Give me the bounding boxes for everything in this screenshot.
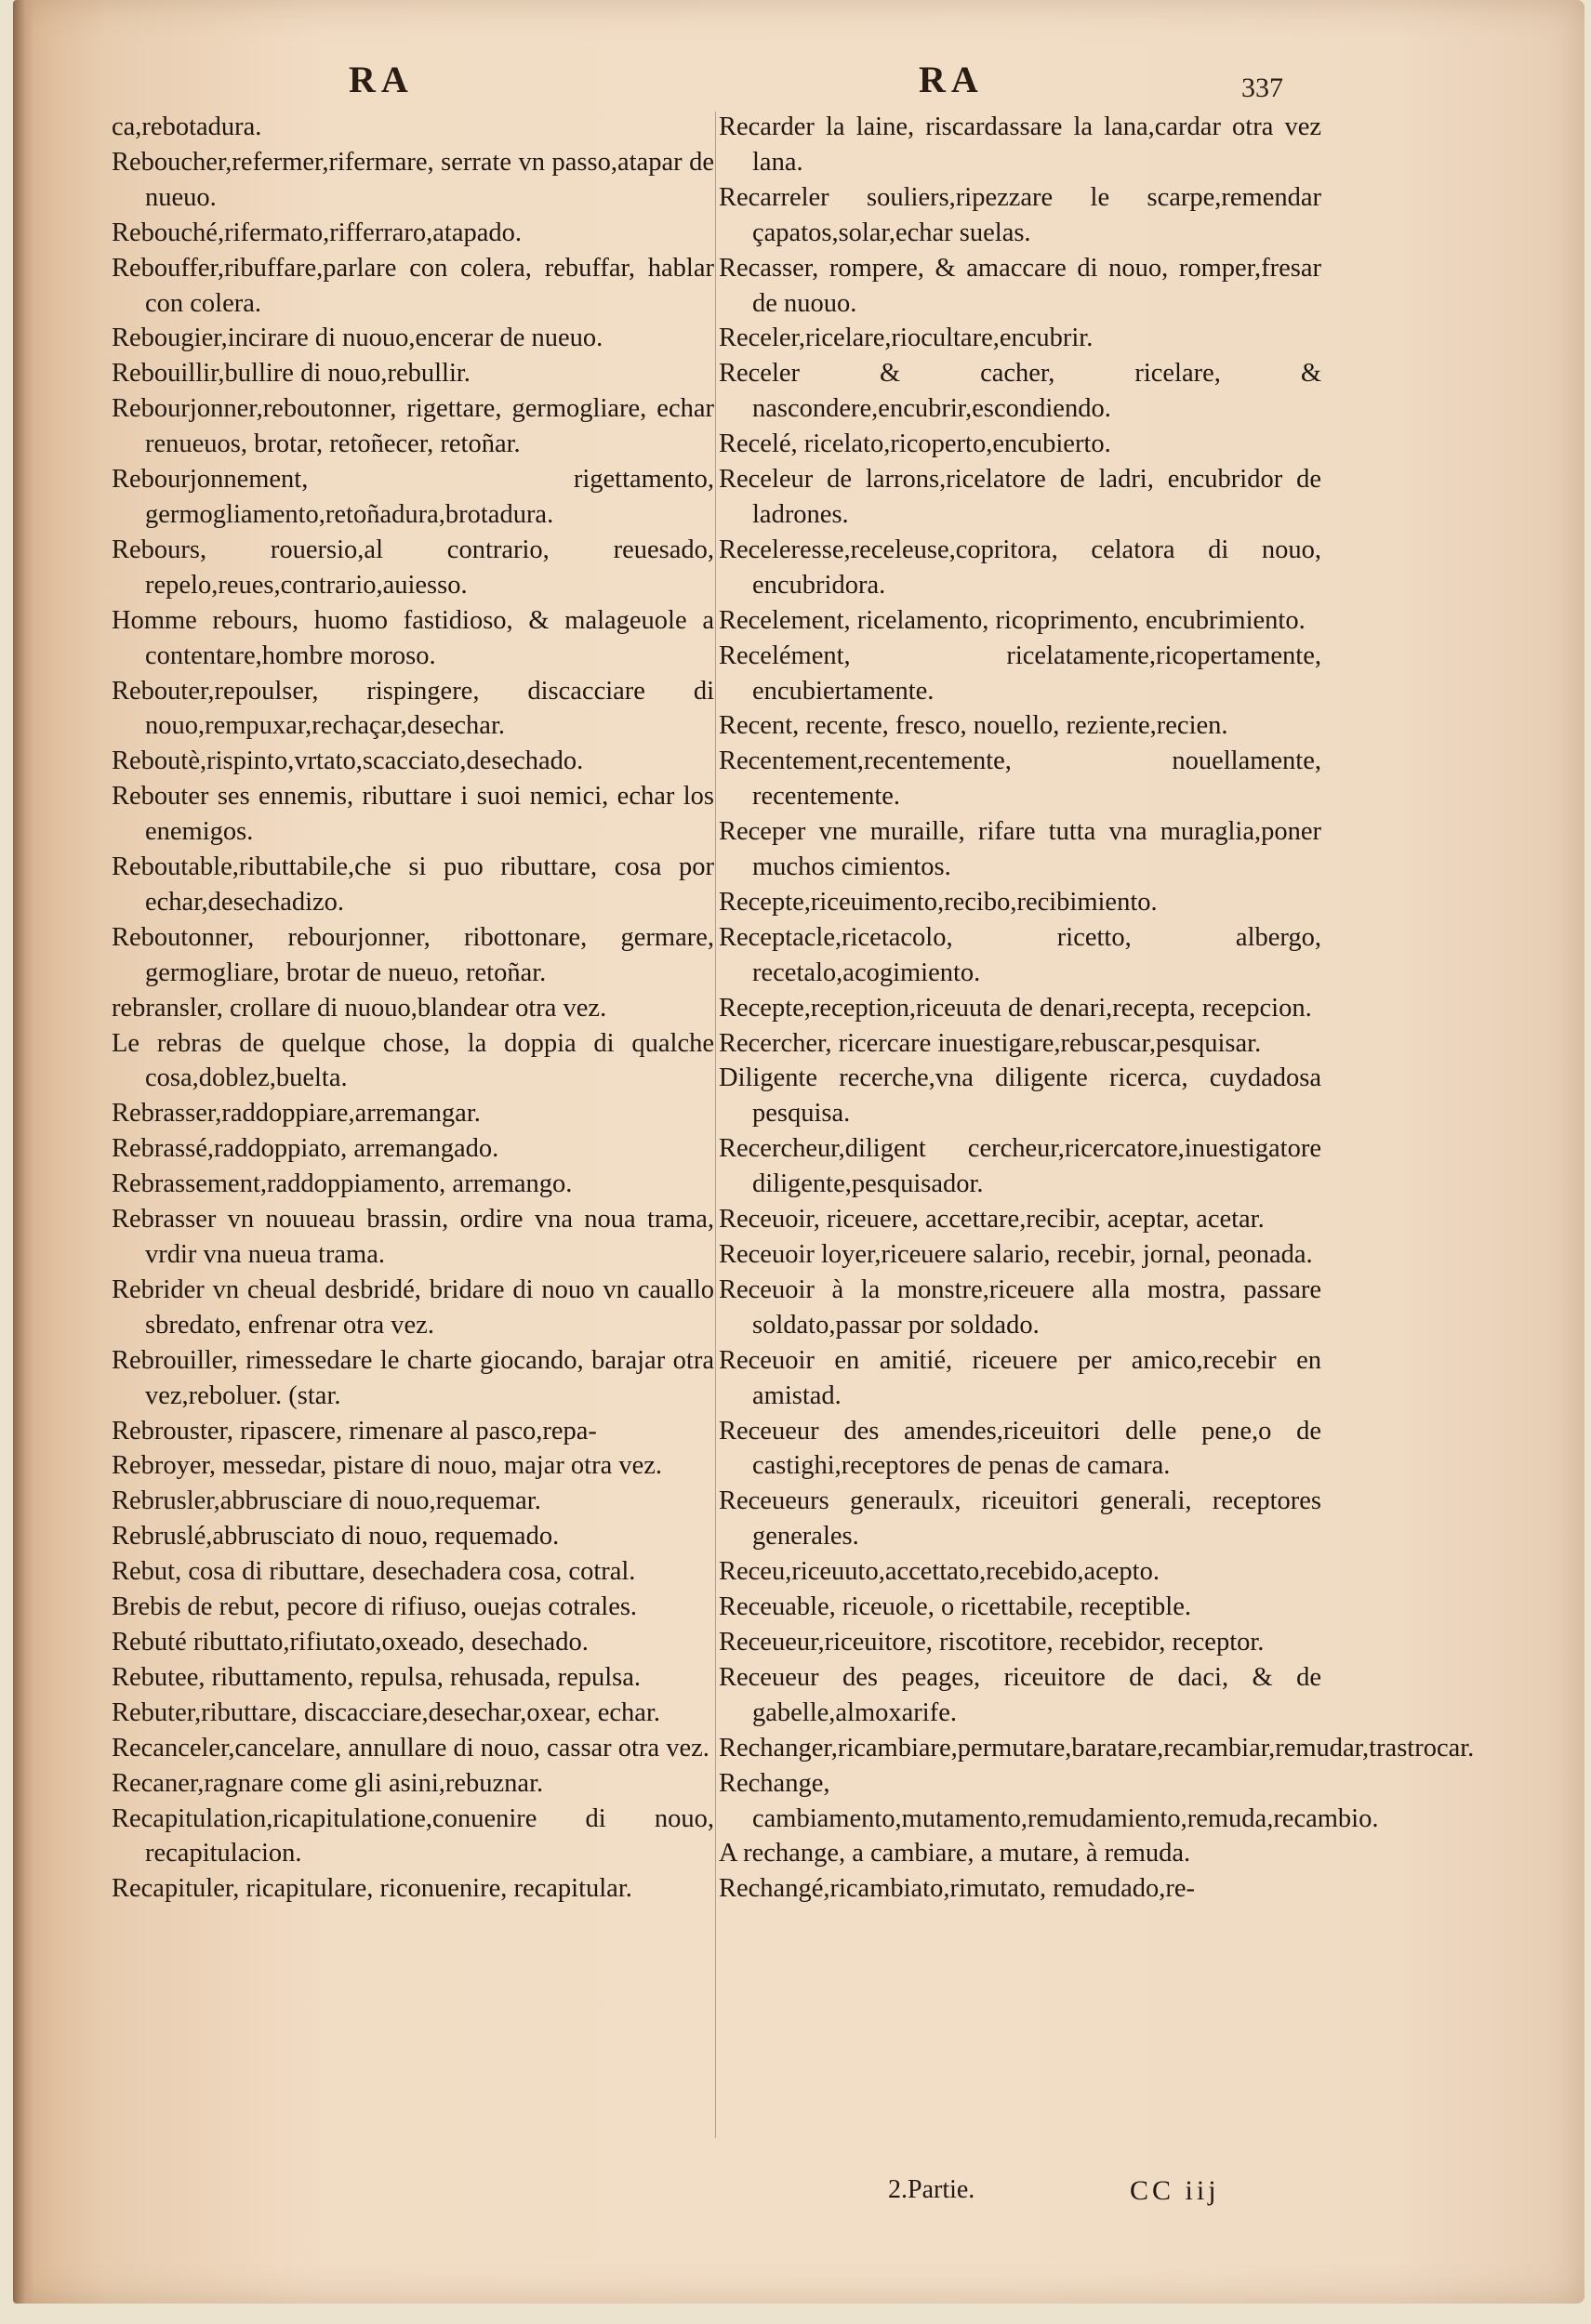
dictionary-entry: Receueur,riceuitore, riscotitore, recebidor, receptor.	[719, 1627, 1265, 1657]
dictionary-entry: Rebouillir,bullire di nouo,rebullir.	[112, 359, 471, 389]
running-head-right: RA	[919, 59, 984, 100]
dictionary-entry: Rebougier,incirare di nuouo,encerar de nueuo.	[112, 324, 603, 353]
dictionary-entry: Recercher, ricercare inuestigare,rebuscar,pesquisar.	[719, 1028, 1262, 1058]
dictionary-entry: Reboucher,refermer,rifermare, serrate vn passo,atapar de nueuo.	[112, 147, 714, 212]
dictionary-entry: Receuoir, riceuere, accettare,recibir, aceptar, acetar.	[719, 1205, 1265, 1235]
dictionary-entry: A rechange, a cambiare, a mutare, à remuda.	[719, 1839, 1191, 1868]
dictionary-entry: Rebours, rouersio,al contrario, reuesado, repelo,reues,contrario,auiesso.	[112, 535, 714, 600]
dictionary-entry: Receueur des peages, riceuitore de daci, & de gabelle,almoxarife.	[719, 1662, 1321, 1727]
dictionary-entry: Rebrassé,raddoppiato, arremangado.	[112, 1134, 499, 1164]
dictionary-entry: Recelement, ricelamento, ricoprimento, encubrimiento.	[719, 605, 1306, 635]
dictionary-entry: Rebouffer,ribuffare,parlare con colera, rebuffar, hablar con colera.	[112, 253, 714, 318]
dictionary-entry: Rebouter ses ennemis, ributtare i suoi nemici, echar los enemigos.	[112, 782, 714, 847]
page-gutter	[13, 0, 33, 2304]
dictionary-entry: Receueur des amendes,riceuitori delle pene,o de castighi,receptores de penas de camara.	[719, 1416, 1321, 1481]
dictionary-entry: Rebruslé,abbrusciato di nouo, requemado.	[112, 1522, 560, 1552]
dictionary-entry: Le rebras de quelque chose, la doppia di qualche cosa,doblez,buelta.	[112, 1028, 714, 1093]
dictionary-entry: Recercheur,diligent cercheur,ricercatore,inuestigatore diligente,pesquisador.	[719, 1134, 1321, 1199]
dictionary-entry: Reboutonner, rebourjonner, ribottonare, germare, germogliare, brotar de nueuo, retoñar.	[112, 922, 714, 987]
dictionary-entry: Rebrasser,raddoppiare,arremangar.	[112, 1099, 481, 1129]
dictionary-entry: Rebutee, ributtamento, repulsa, rehusada, repulsa.	[112, 1662, 642, 1692]
column-divider	[715, 112, 716, 2138]
dictionary-entry: Recapitulation,ricapitulatione,conuenire di nouo, recapitulacion.	[112, 1803, 714, 1868]
dictionary-entry: Receuoir à la monstre,riceuere alla mostra, passare soldato,passar por soldado.	[719, 1274, 1321, 1340]
dictionary-entry: Diligente recerche,vna diligente ricerca, cuydadosa pesquisa.	[719, 1063, 1321, 1129]
dictionary-entry: Receptacle,ricetacolo, ricetto, albergo, recetalo,acogimiento.	[719, 922, 1321, 987]
dictionary-entry: Rechanger,ricambiare,permutare,baratare,recambiar,remudar,trastrocar.	[719, 1733, 1475, 1763]
dictionary-entry: Recasser, rompere, & amaccare di nouo, romper,fresar de nuouo.	[719, 253, 1321, 318]
dictionary-entry: Receler,ricelare,riocultare,encubrir.	[719, 324, 1094, 353]
dictionary-entry: Recapituler, ricapitulare, riconuenire, recapitular.	[112, 1874, 632, 1904]
dictionary-entry: Rechangé,ricambiato,rimutato, remudado,re-	[719, 1874, 1195, 1904]
running-head-left: RA	[349, 59, 414, 100]
dictionary-entry: Rebourjonnement, rigettamento, germogliamento,retoñadura,brotadura.	[112, 465, 714, 529]
dictionary-entry: Receper vne muraille, rifare tutta vna muraglia,poner muchos cimientos.	[719, 817, 1321, 882]
dictionary-entry: Receleur de larrons,ricelatore de ladri, encubridor de ladrones.	[719, 465, 1321, 529]
dictionary-entry: Rechange, cambiamento,mutamento,remudamiento,remuda,recambio.	[719, 1768, 1379, 1833]
dictionary-entry: Receuoir en amitié, riceuere per amico,recebir en amistad.	[719, 1345, 1321, 1410]
dictionary-entry: Rebut, cosa di ributtare, desechadera cosa, cotral.	[112, 1557, 636, 1587]
dictionary-entry: Rebourjonner,reboutonner, rigettare, germogliare, echar renueuos, brotar, retoñecer, retoñar.	[112, 394, 714, 459]
dictionary-entry: Homme rebours, huomo fastidioso, & malageuole a contentare,hombre moroso.	[112, 605, 714, 670]
dictionary-entry: Rebrouiller, rimessedare le charte giocando, barajar otra vez,reboluer. (star.	[112, 1345, 714, 1410]
dictionary-entry: Recentement,recentemente, nouellamente, recentemente.	[719, 746, 1321, 812]
dictionary-entry: Receuable, riceuole, o ricettabile, receptible.	[719, 1592, 1191, 1622]
dictionary-entry: Rebrasser vn nouueau brassin, ordire vna noua trama, vrdir vna nueua trama.	[112, 1205, 714, 1269]
dictionary-entry: rebransler, crollare di nuouo,blandear otra vez.	[112, 993, 607, 1023]
dictionary-entry: Receueurs generaulx, riceuitori generali, receptores generales.	[719, 1486, 1321, 1552]
right-column	[719, 110, 1475, 1907]
dictionary-entry: Rebrouster, ripascere, rimenare al pasco,repa-	[112, 1416, 597, 1446]
left-column	[112, 110, 714, 1907]
dictionary-entry: Rebroyer, messedar, pistare di nouo, majar otra vez.	[112, 1451, 663, 1481]
dictionary-entry: Receu,riceuuto,accettato,recebido,acepto.	[719, 1557, 1160, 1587]
page-number: 337	[1241, 73, 1283, 103]
dictionary-entry: Recelé, ricelato,ricoperto,encubierto.	[719, 429, 1111, 459]
dictionary-entry: Rebouter,repoulser, rispingere, discacciare di nouo,rempuxar,rechaçar,desechar.	[112, 676, 714, 741]
footer-part-label: 2.Partie.	[888, 2175, 975, 2204]
footer-signature-mark: CC iij	[1130, 2175, 1220, 2206]
dictionary-entry: Rebrassement,raddoppiamento, arremango.	[112, 1169, 573, 1199]
dictionary-entry: Rebrusler,abbrusciare di nouo,requemar.	[112, 1486, 541, 1516]
dictionary-entry: Recaner,ragnare come gli asini,rebuznar.	[112, 1768, 544, 1798]
dictionary-entry: Rebrider vn cheual desbridé, bridare di nouo vn cauallo sbredato, enfrenar otra vez.	[112, 1274, 714, 1340]
dictionary-entry: Recepte,riceuimento,recibo,recibimiento.	[719, 887, 1158, 917]
dictionary-entry: Recent, recente, fresco, nouello, reziente,recien.	[719, 711, 1228, 741]
dictionary-entry: Brebis de rebut, pecore di rifiuso, ouejas cotrales.	[112, 1592, 638, 1622]
dictionary-entry: Recepte,reception,riceuuta de denari,recepta, recepcion.	[719, 993, 1312, 1023]
dictionary-entry: Recarder la laine, riscardassare la lana,cardar otra vez lana.	[719, 112, 1321, 177]
dictionary-entry: Recarreler souliers,ripezzare le scarpe,remendar çapatos,solar,echar suelas.	[719, 182, 1321, 247]
dictionary-entry: Reboutè,rispinto,vrtato,scacciato,desechado.	[112, 746, 584, 776]
dictionary-entry: Receler & cacher, ricelare, & nascondere,encubrir,escondiendo.	[719, 359, 1321, 424]
dictionary-entry: Receuoir loyer,riceuere salario, recebir, jornal, peonada.	[719, 1240, 1313, 1269]
dictionary-entry: Rebouché,rifermato,rifferraro,atapado.	[112, 218, 522, 247]
dictionary-entry: Recanceler,cancelare, annullare di nouo, cassar otra vez.	[112, 1733, 709, 1763]
dictionary-entry: Receleresse,receleuse,copritora, celatora di nouo, encubridora.	[719, 535, 1321, 600]
dictionary-entry: Rebuté ributtato,rifiutato,oxeado, desechado.	[112, 1627, 589, 1657]
dictionary-entry: Rebuter,ributtare, discacciare,desechar,oxear, echar.	[112, 1697, 660, 1727]
dictionary-entry: ca,rebotadura.	[112, 112, 262, 141]
dictionary-entry: Recelément, ricelatamente,ricopertamente, encubiertamente.	[719, 640, 1321, 706]
dictionary-entry: Reboutable,ributtabile,che si puo ributtare, cosa por echar,desechadizo.	[112, 852, 714, 917]
